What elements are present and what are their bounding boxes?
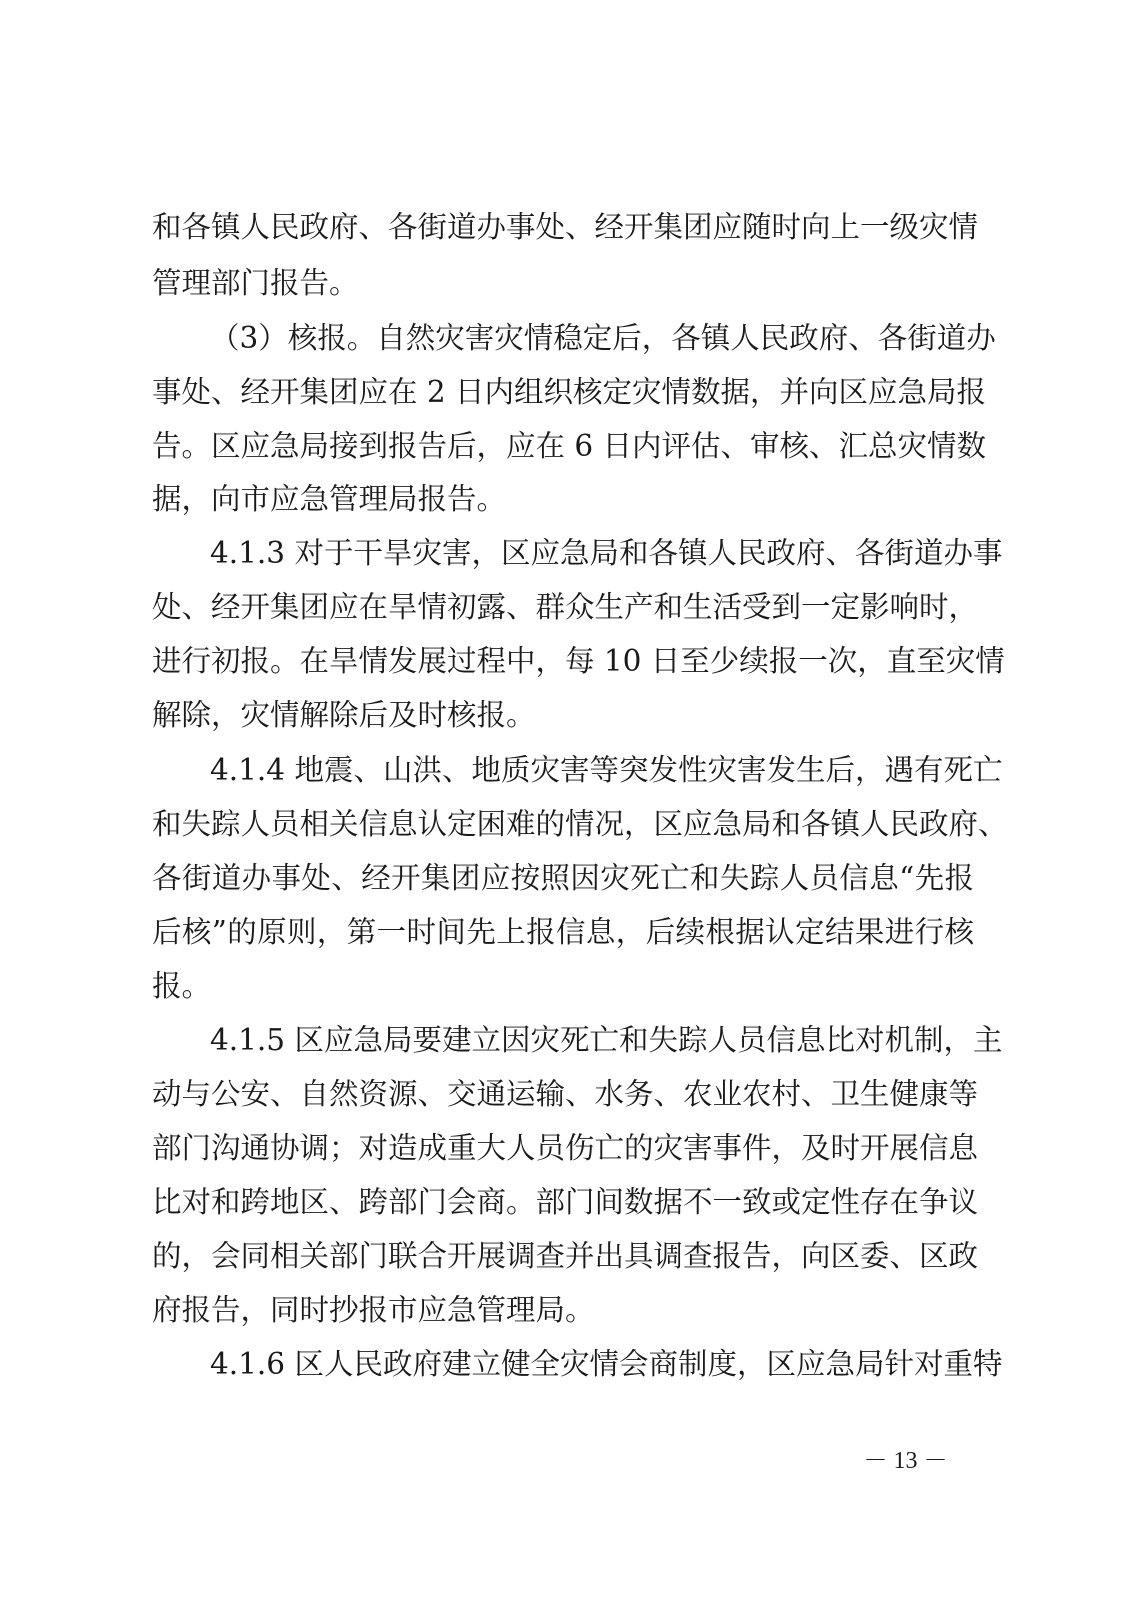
text-line: 和各镇人民政府、各街道办事处、经开集团应随时向上一级灾情 — [152, 210, 979, 244]
text-line: 的，会同相关部门联合开展调查并出具调查报告，向区委、区政 — [152, 1239, 979, 1273]
text-line: 管理部门报告。 — [152, 266, 359, 300]
text-line: 部门沟通协调；对造成重大人员伤亡的灾害事件，及时开展信息 — [152, 1131, 979, 1165]
text-line: 和失踪人员相关信息认定困难的情况，区应急局和各镇人民政府、 — [152, 807, 1008, 841]
text-line: （3）核报。自然灾害灾情稳定后，各镇人民政府、各街道办 — [210, 321, 996, 355]
page-number: － 13 － — [863, 1448, 948, 1474]
text-line: 4.1.5 区应急局要建立因灾死亡和失踪人员信息比对机制，主 — [210, 1023, 1003, 1057]
text-line: 4.1.4 地震、山洪、地质灾害等突发性灾害发生后，遇有死亡 — [210, 753, 1003, 787]
text-line: 后核”的原则，第一时间先上报信息，后续根据认定结果进行核 — [152, 915, 974, 949]
text-line: 各街道办事处、经开集团应按照因灾死亡和失踪人员信息“先报 — [152, 861, 974, 895]
text-line: 比对和跨地区、跨部门会商。部门间数据不一致或定性存在争议 — [152, 1185, 979, 1219]
text-line: 解除，灾情解除后及时核报。 — [152, 698, 536, 732]
text-line: 事处、经开集团应在 2 日内组织核定灾情数据，并向区应急局报 — [152, 375, 987, 409]
text-line: 告。区应急局接到报告后，应在 6 日内评估、审核、汇总灾情数 — [152, 429, 987, 463]
text-line: 进行初报。在旱情发展过程中，每 10 日至少续报一次，直至灾情 — [152, 644, 1005, 678]
text-line: 处、经开集团应在旱情初露、群众生产和生活受到一定影响时， — [152, 590, 979, 624]
text-line: 报。 — [152, 969, 212, 1003]
text-line: 动与公安、自然资源、交通运输、水务、农业农村、卫生健康等 — [152, 1077, 979, 1111]
text-line: 据，向市应急管理局报告。 — [152, 482, 507, 516]
text-line: 4.1.6 区人民政府建立健全灾情会商制度，区应急局针对重特 — [210, 1347, 1003, 1381]
text-line: 4.1.3 对于干旱灾害，区应急局和各镇人民政府、各街道办事 — [210, 536, 1003, 570]
text-line: 府报告，同时抄报市应急管理局。 — [152, 1293, 595, 1327]
